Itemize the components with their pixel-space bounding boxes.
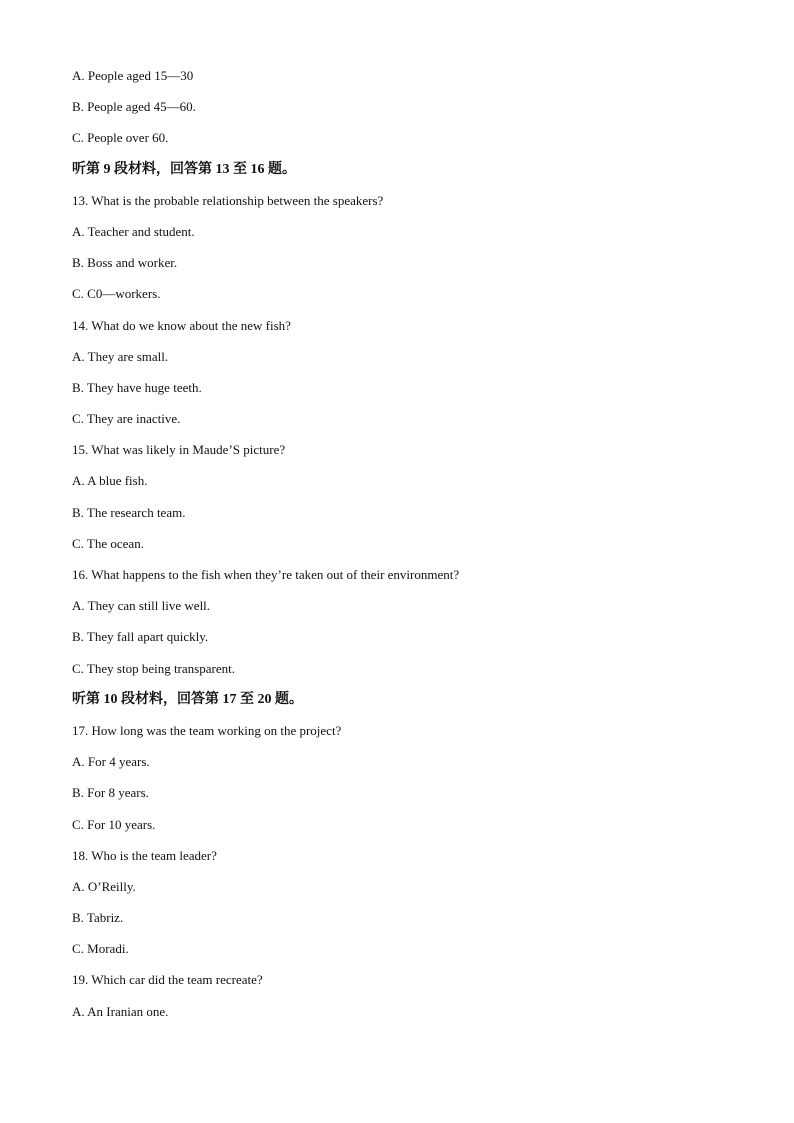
answer-option: A. People aged 15—30 xyxy=(72,68,194,83)
section-heading: 听第 9 段材料，回答第 13 至 16 题。 xyxy=(72,161,296,177)
answer-option: B. They fall apart quickly. xyxy=(72,629,209,645)
answer-option: C. Moradi. xyxy=(72,941,129,957)
question-text: 16. What happens to the fish when they’re taken out of their environment? xyxy=(72,567,460,582)
answer-option: C. For 10 years. xyxy=(72,816,156,832)
answer-option: C. People over 60. xyxy=(72,130,169,146)
answer-option: C. C0—workers. xyxy=(72,286,161,302)
answer-option: B. Tabriz. xyxy=(72,910,124,926)
answer-option: A. An Iranian one. xyxy=(72,1003,169,1019)
answer-option: A. A blue fish. xyxy=(72,473,148,489)
question-text: 14. What do we know about the new fish? xyxy=(72,317,291,333)
answer-option: A. They are small. xyxy=(72,348,169,364)
answer-option: A. They can still live well. xyxy=(72,598,211,614)
answer-option: C. They stop being transparent. xyxy=(72,660,235,676)
answer-option: C. They are inactive. xyxy=(72,411,181,427)
answer-option: A. Teacher and student. xyxy=(72,223,195,239)
answer-option: B. For 8 years. xyxy=(72,785,149,801)
document-page xyxy=(72,66,732,1033)
question-text: 18. Who is the team leader? xyxy=(72,847,217,863)
answer-option: A. For 4 years. xyxy=(72,754,150,770)
question-text: 19. Which car did the team recreate? xyxy=(72,972,263,988)
question-text: 17. How long was the team working on the project? xyxy=(72,722,342,738)
question-text: 13. What is the probable relationship between the speakers? xyxy=(72,192,384,208)
answer-option: B. Boss and worker. xyxy=(72,255,178,271)
answer-option: B. The research team. xyxy=(72,504,186,520)
answer-option: B. People aged 45—60. xyxy=(72,99,196,115)
question-text: 15. What was likely in Maude’S picture? xyxy=(72,442,286,458)
answer-option: A. O’Reilly. xyxy=(72,878,136,894)
answer-option: B. They have huge teeth. xyxy=(72,379,202,395)
section-heading: 听第 10 段材料，回答第 17 至 20 题。 xyxy=(72,691,303,707)
answer-option: C. The ocean. xyxy=(72,535,144,551)
